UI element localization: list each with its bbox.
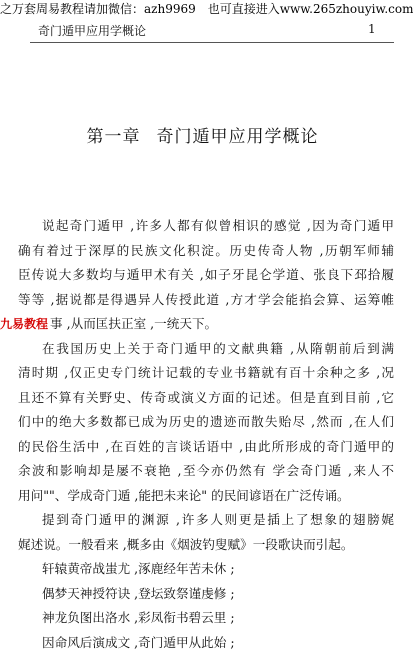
running-head-title: 奇门遁甲应用学概论: [38, 22, 146, 39]
paragraph-2-line: 的民俗生活中 ,在百姓的言谈话语中 ,由此所形成的奇门遁甲的: [18, 435, 394, 460]
verse-line: 因命风后演成文 ,奇门遁甲从此始 ;: [18, 631, 394, 655]
paragraph-2-line: 用问""、学成奇门遁 ,能把未来论" 的民间谚语在广泛传诵。: [18, 484, 394, 509]
verse-line: 偶梦天神授符诀 ,登坛致祭谨虔修 ;: [18, 582, 394, 607]
paragraph-2-line: 清时期 ,仅正史专门统计记载的专业书籍就有百十余种之多 ,况: [18, 361, 394, 386]
running-head: [0, 22, 405, 38]
chapter-heading: [0, 122, 405, 147]
paragraph-1-line: 确有着过于深厚的民族文化积淀。历史传奇人物 ,历朝军师辅: [18, 239, 394, 264]
paragraph-1-line: [18, 312, 394, 337]
paragraph-1-line-text: 事 ,从而匡扶正室 ,一统天下。: [50, 316, 217, 331]
paragraph-2-line: 且还不算有关野史、传奇或演义方面的记述。但是直到目前 ,它: [18, 386, 394, 411]
paragraph-1-line: 等等 ,据说都是得遇异人传授此道 ,方才学会能掐会算、运筹帷: [18, 288, 394, 313]
verse-line: 神龙负图出洛水 ,彩凤衔书碧云里 ;: [18, 606, 394, 631]
paragraph-2-line: 们中的绝大多数都已成为历史的遗迹而散失贻尽 ,然而 ,在人们: [18, 410, 394, 435]
chapter-title: 奇门遁甲应用学概论: [157, 127, 319, 147]
page-number: 1: [368, 22, 376, 36]
verse-line: 轩辕黄帝战蚩尤 ,涿鹿经年苦未休 ;: [18, 557, 394, 582]
paragraph-2-line: 余波和影响却是屡不衰艳 ,至今亦仍然有 学会奇门遁 ,来人不: [18, 459, 394, 484]
watermark-banner: 之万套周易教程请加微信：azh9969 也可直接进入www.265zhouyiw.com: [0, 2, 405, 16]
body-text: [18, 214, 394, 655]
paragraph-3-line: 提到奇门遁甲的渊源 ,许多人则更是插上了想象的翅膀娓: [18, 508, 394, 533]
chapter-number: 第一章: [87, 127, 141, 147]
paragraph-3-line: 娓述说。一般看来 ,概多由《烟波钓叟赋》一段歌诀而引起。: [18, 533, 394, 558]
stamp-label: 九易教程: [0, 317, 48, 331]
header-rule: [30, 42, 394, 43]
paragraph-1-line: 臣传说大多数均与遁甲术有关 ,如子牙昆仑学道、张良下邳拾履: [18, 263, 394, 288]
paragraph-1-line: 说起奇门遁甲 ,许多人都有似曾相识的感觉 ,因为奇门遁甲: [18, 214, 394, 239]
paragraph-2-line: 在我国历史上关于奇门遁甲的文献典籍 ,从隋朝前后到满: [18, 337, 394, 362]
